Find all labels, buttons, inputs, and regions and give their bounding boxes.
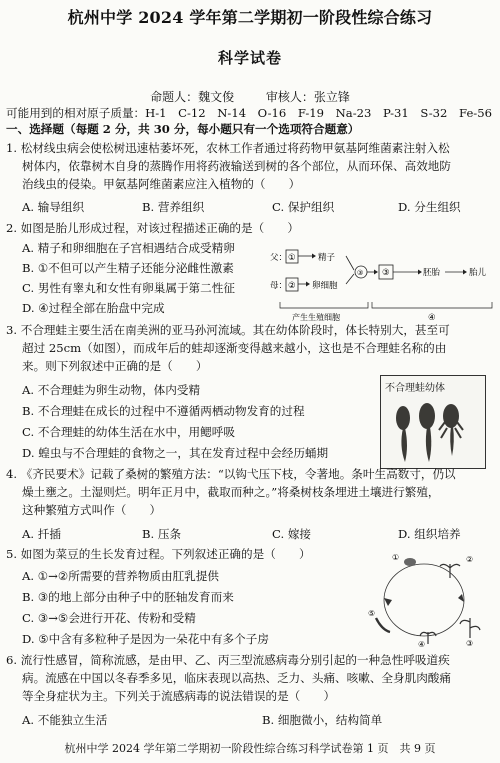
q6-line-2: 病。流感在中国以冬春季多见，临床表现以高热、乏力、头痛、咳嗽、全身肌肉酸痛: [22, 671, 451, 685]
q5-fig-n1: ①: [392, 553, 400, 562]
q3-option-a[interactable]: A. 不合理蛙为卵生动物，体内受精: [22, 383, 201, 397]
q2-option-a[interactable]: A. 精子和卵细胞在子宫相遇结合成受精卵: [22, 241, 235, 255]
q2-fig-n3: ③: [382, 268, 390, 278]
q5-option-b[interactable]: B. ③的地上部分由种子中的胚轴发育而来: [22, 590, 234, 604]
q2-fig-n1: ①: [288, 253, 296, 263]
q3-line-3: 来。则下列叙述中正确的是（ ）: [22, 359, 208, 373]
q5-stem: 5. 如图为菜豆的生长发育过程。下列叙述正确的是（ ）: [6, 547, 311, 561]
q2-fig-sperm: 精子: [318, 253, 336, 263]
q3-figure: [380, 375, 486, 469]
q4-option-c[interactable]: C. 嫁接: [272, 527, 312, 541]
q2-fig-egg: 卵细胞: [312, 281, 338, 291]
q1-option-c[interactable]: C. 保护组织: [272, 200, 335, 214]
q1-option-d[interactable]: D. 分生组织: [398, 200, 461, 214]
q2-fig-mother: 母：: [270, 281, 288, 291]
reviewer: 审核人：张立锋: [265, 90, 350, 104]
q6-line-1: 6. 流行性感冒，简称流感，是由甲、乙、丙三型流感病毒分别引起的一种急性呼吸道疾: [6, 653, 450, 667]
q4-line-2: 燥土壅之。土湿则烂。明年正月中，截取而种之。”将桑树枝条埋进土壤进行繁殖，: [22, 485, 440, 499]
q1-line-3: 治线虫的侵染。甲氨基阿维菌素应注入植物的（ ）: [22, 177, 301, 191]
q2-fig-father: 父：: [270, 253, 288, 263]
author-line: [0, 88, 500, 105]
q3-option-c[interactable]: C. 不合理蛙的幼体生活在水中，用鳃呼吸: [22, 425, 235, 439]
q1-option-b[interactable]: B. 营养组织: [142, 200, 205, 214]
q6-line-3: 等全身症状为主。下列关于流感病毒的说法错误的是（ ）: [22, 689, 336, 703]
q2-fig-n4: ④: [428, 313, 436, 323]
q2-fig-n3-circle: ③: [357, 269, 364, 277]
q4-option-d[interactable]: D. 组织培养: [398, 527, 461, 541]
tadpole-image: [396, 403, 463, 462]
q2-option-d[interactable]: D. ④过程全部在胎盘中完成: [22, 301, 165, 315]
q5-fig-n4: ④: [418, 640, 426, 648]
q4-line-1: 4. 《齐民要术》记载了桑树的繁殖方法：“以钩弋压下枝，令著地。条叶生高数寸，仍以: [6, 467, 456, 481]
exam-subtitle: 科学试卷: [217, 49, 282, 67]
q1-line-2: 树体内，依靠树木自身的蒸腾作用将药液输送到树的各个部位，从而环保、高效地防: [22, 159, 451, 173]
q2-stem: 2. 如图是胎儿形成过程，对该过程描述正确的是（ ）: [6, 221, 299, 235]
q5-figure: [366, 548, 482, 648]
q3-figure-label: 不合理蛙幼体: [385, 383, 445, 394]
q4-options: [0, 526, 500, 542]
q4-option-a[interactable]: A. 扦插: [22, 527, 61, 541]
q5-option-d[interactable]: D. ⑤中含有多粒种子是因为一朵花中有多个子房: [22, 632, 269, 646]
q2-figure: [268, 240, 496, 324]
q2-fig-fetus: 胎儿: [469, 268, 487, 278]
exam-title: 杭州中学 2024 学年第二学期初一阶段性综合练习: [67, 8, 433, 27]
q5-option-a[interactable]: A. ①→②所需要的营养物质由肛乳提供: [22, 569, 219, 583]
q1-options: [0, 199, 500, 215]
section-heading: 一、选择题（每题 2 分，共 30 分，每小题只有一个选项符合题意）: [6, 122, 360, 136]
q2-fig-n2: ②: [288, 281, 296, 291]
q3-line-1: 3. 不合理蛙主要生活在南美洲的亚马孙河流域。其在幼体阶段时，体长特别大，甚至可: [6, 323, 450, 337]
q6-option-a[interactable]: A. 不能独立生活: [22, 713, 108, 727]
q2-fig-stemcells: 产生生殖细胞: [292, 313, 340, 322]
q4-line-3: 这种繁殖方式叫作（ ）: [22, 503, 162, 517]
q1-line-1: 1. 松材线虫病会使松树迅速枯萎坏死，农林工作者通过将药物甲氨基阿维菌素注射入松: [6, 141, 450, 155]
q2-option-b[interactable]: B. ①不但可以产生精子还能分泌雌性激素: [22, 261, 234, 275]
q5-fig-n5: ⑤: [368, 609, 376, 618]
q3-option-d[interactable]: D. 蝗虫与不合理蛙的食物之一，其在发育过程中会经历蛹期: [22, 446, 329, 460]
q6-options: [0, 712, 500, 728]
q3-option-b[interactable]: B. 不合理蛙在成长的过程中不遵循两栖动物发育的过程: [22, 404, 305, 418]
q2-fig-embryo: 胚胎: [423, 268, 441, 278]
atomic-masses: 可能用到的相对原子质量：H-1 C-12 N-14 O-16 F-19 Na-23 P-31 S-32 Fe-56: [6, 106, 492, 120]
author: 命题人：魏文俊: [150, 90, 235, 104]
q3-line-2: 超过 25cm（如图），而成年后的蛙却逐渐变得越来越小，这也是不合理蛙名称的由: [22, 341, 447, 355]
q2-option-c[interactable]: C. 男性有睾丸和女性有卵巢属于第二性征: [22, 281, 235, 295]
page-footer: 杭州中学 2024 学年第二学期初一阶段性综合练习科学试卷第 1 页 共 9 页: [64, 742, 436, 755]
q6-option-b[interactable]: B. 细胞微小，结构简单: [262, 713, 383, 727]
q5-option-c[interactable]: C. ③→⑤会进行开花、传粉和受精: [22, 611, 196, 625]
q5-fig-n2: ②: [466, 555, 474, 564]
q1-option-a[interactable]: A. 输导组织: [22, 200, 85, 214]
q5-fig-n3: ③: [466, 639, 474, 648]
q4-option-b[interactable]: B. 压条: [142, 527, 182, 541]
